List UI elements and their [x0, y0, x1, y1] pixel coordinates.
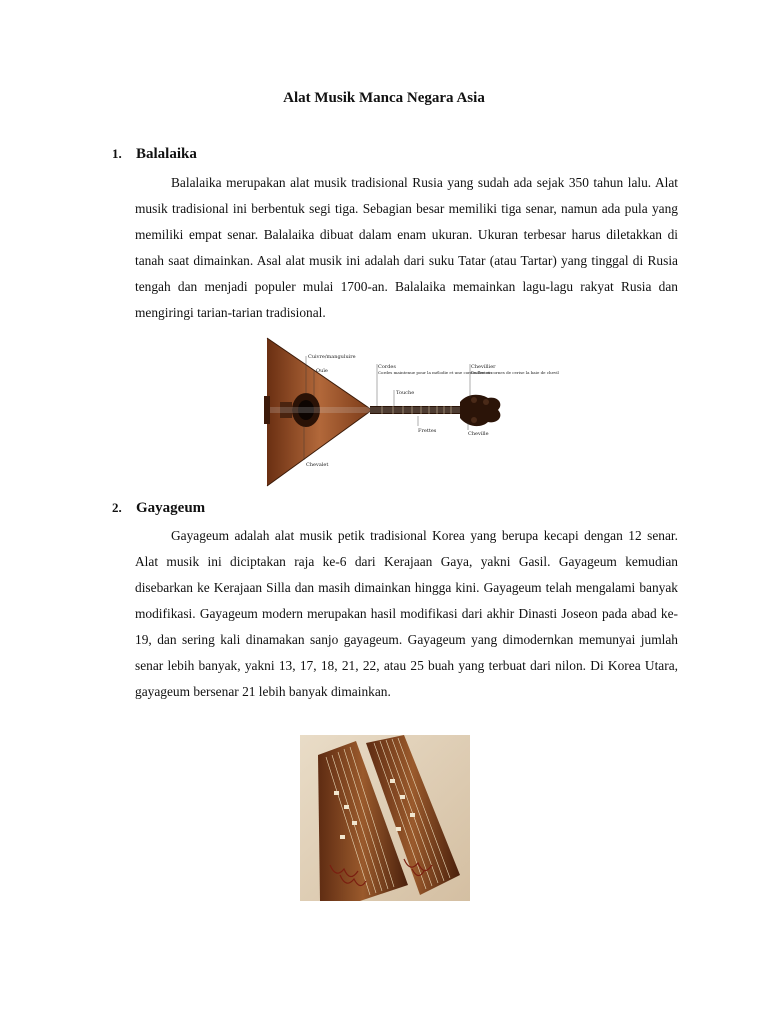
section-heading-balalaika	[112, 146, 197, 163]
label-cordes-desc: Cordes maintenue pour la mélodie et une cordes ferions	[378, 370, 493, 375]
section-paragraph-gayageum: Gayageum adalah alat musik petik tradisional Korea yang berupa kecapi dengan 12 senar. Alat musik ini diciptakan raja ke-6 dari Kerajaan Gaya, yakni Gasil. Gayageum kemudian disebarkan ke Kerajaan Silla dan masih dimainkan hingga kini. Gayageum telah mengalami banyak modifikasi. Gayageum modern merupakan hasil modifikasi dari akhir Dinasti Joseon pada abad ke-19, dan sering kali dinamakan sanjo gayageum. Gayageum yang dimodernkan memunyai jumlah senar lebih banyak, yakni 13, 17, 18, 21, 22, atau 25 buah yang terbuat dari nilon. Di Korea Utara, gayageum bersenar 21 lebih banyak dimainkan.	[135, 528, 678, 699]
balalaika-diagram	[262, 336, 559, 488]
label-cuiver: Cuivre/manguluire	[308, 354, 356, 360]
section-number: 1.	[112, 146, 122, 161]
section-paragraph-balalaika: Balalaika merupakan alat musik tradisional Rusia yang sudah ada sejak 350 tahun lalu. Alat musik tradisional ini berbentuk segi tiga. Sebagian besar memiliki tiga senar, namun ada pula yang memiliki empat senar. Balalaika dibuat dalam enam ukuran. Ukuran terbesar harus diletakkan di tanah saat dimainkan. Asal alat musik ini adalah dari suku Tatar (atau Tartar) yang tinggal di Rusia tengah dan menjadi populer mulai 1700-an. Balalaika memainkan lagu-lagu rakyat Rusia dan mengiringi tarian-tarian tradisional.	[135, 175, 678, 320]
section-title: Balalaika	[136, 146, 197, 162]
tuning-peg	[471, 417, 477, 423]
label-ouie: Ouïe	[316, 368, 328, 374]
section-heading-gayageum	[112, 500, 205, 517]
tuning-peg	[471, 397, 477, 403]
label-cheville-desc: Cuiller et cornes de cerise la baie de chevil	[471, 370, 559, 375]
label-chevilles: Cheville	[468, 431, 489, 437]
label-cordes: Cordes	[378, 364, 396, 370]
label-touche: Touche	[396, 390, 415, 396]
balalaika-headstock	[460, 395, 500, 426]
page-title: Alat Musik Manca Negara Asia	[283, 90, 485, 106]
tuning-peg	[483, 399, 489, 405]
gayageum-photo	[300, 735, 470, 901]
label-cheville: Chevillier	[471, 364, 496, 370]
balalaika-bridge-end	[264, 396, 270, 424]
label-frettes: Frettes	[418, 428, 437, 434]
section-title: Gayageum	[136, 500, 206, 516]
label-chevalet: Chevalet	[306, 462, 329, 468]
section-number: 2.	[112, 500, 122, 515]
